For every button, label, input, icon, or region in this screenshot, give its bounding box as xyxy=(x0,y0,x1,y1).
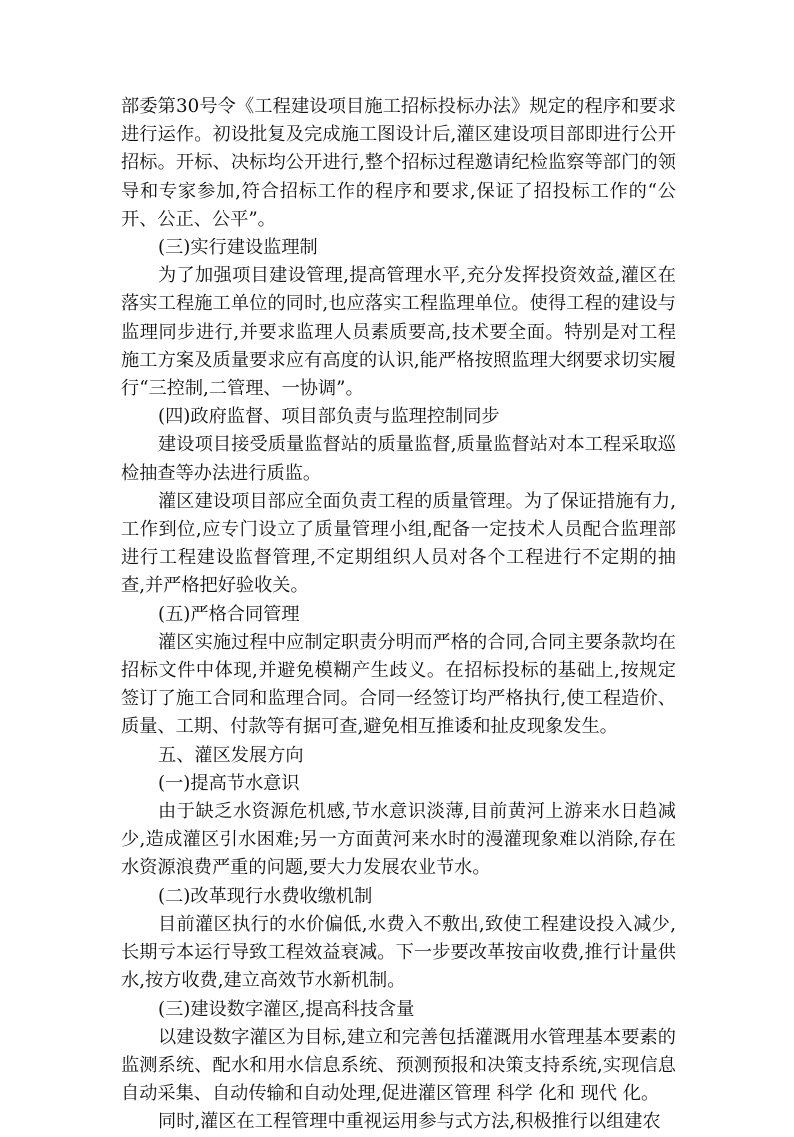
paragraph-water-fee-reform: 目前灌区执行的水价偏低,水费入不敷出,致使工程建设投入减少,长期亏本运行导致工程效益衰减。下一步要改革按亩收费,推行计量供水,按方收费,建立高效节水新机制。 xyxy=(121,913,676,992)
heading-supervision-system: (三)实行建设监理制 xyxy=(158,237,318,259)
paragraph-water-saving: 由于缺乏水资源危机感,节水意识淡薄,目前黄河上游来水日趋减少,造成灌区引水困难;另一方面黄河来水时的漫灌现象难以消除,存在水资源浪费严重的问题,要大力发展农业节水。 xyxy=(121,801,676,879)
paragraph-quality-management: 灌区建设项目部应全面负责工程的质量管理。为了保证措施有力,工作到位,应专门设立了质量管理小组,配备一定技术人员配合监理部进行工程建设监督管理,不定期组织人员对各个工程进行不定期的抽查,并严格把好验收关。 xyxy=(121,490,676,597)
document-page xyxy=(121,93,676,1137)
paragraph-contract-management: 灌区实施过程中应制定职责分明而严格的合同,合同主要条款均在招标文件中体现,并避免模糊产生歧义。在招标投标的基础上,按规定签订了施工合同和监理合同。合同一经签订均严格执行,使工程造价、质量、工期、付款等有据可查,避免相互推诿和扯皮现象发生。 xyxy=(121,631,676,738)
heading-contract-management: (五)严格合同管理 xyxy=(158,603,300,625)
heading-water-fee-reform: (二)改革现行水费收缴机制 xyxy=(158,885,373,907)
paragraph-digital-irrigation: 以建设数字灌区为目标,建立和完善包括灌溉用水管理基本要素的监测系统、配水和用水信息系统、预测预报和决策支持系统,实现信息自动采集、自动传输和自动处理,促进灌区管理 科学 化和 现代 化。 xyxy=(121,1026,676,1105)
paragraph-supervision-system: 为了加强项目建设管理,提高管理水平,充分发挥投资效益,灌区在落实工程施工单位的同时,也应落实工程监理单位。使得工程的建设与监理同步进行,并要求监理人员素质要高,技术要全面。特别是对工程施工方案及质量要求应有高度的认识,能严格按照监理大纲要求切实履行“三控制,二管理、一协调”。 xyxy=(121,265,676,400)
paragraph-participatory-method: 同时,灌区在工程管理中重视运用参与式方法,积极推行以组建农 xyxy=(158,1111,661,1133)
paragraph-tender-procedure: 部委第30号令《工程建设项目施工招标投标办法》规定的程序和要求进行运作。初设批复及完成施工图设计后,灌区建设项目部即进行公开招标。开标、决标均公开进行,整个招标过程邀请纪检监察等部门的领导和专家参加,符合招标工作的程序和要求,保证了招投标工作的“公开、公正、公平”。 xyxy=(121,96,676,230)
heading-development-direction: 五、灌区发展方向 xyxy=(158,744,304,766)
heading-digital-irrigation: (三)建设数字灌区,提高科技含量 xyxy=(158,998,415,1020)
paragraph-quality-station: 建设项目接受质量监督站的质量监督,质量监督站对本工程采取巡检抽查等办法进行质监。 xyxy=(121,434,676,484)
heading-water-saving: (一)提高节水意识 xyxy=(158,772,300,794)
heading-government-oversight: (四)政府监督、项目部负责与监理控制同步 xyxy=(158,406,500,428)
